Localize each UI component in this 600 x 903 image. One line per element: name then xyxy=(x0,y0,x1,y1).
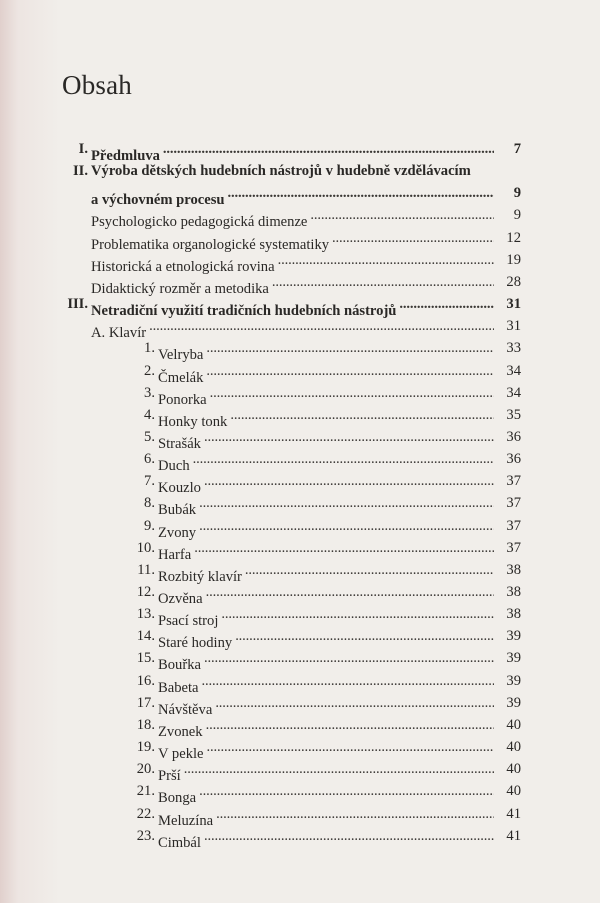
toc-entry-number: 20. xyxy=(136,761,155,778)
toc-entry-number: 17. xyxy=(136,694,155,711)
toc-entry-page: 39 xyxy=(506,650,521,667)
toc-entry-page: 40 xyxy=(506,761,521,778)
toc-entry xyxy=(0,404,600,430)
toc-entry-number: II. xyxy=(72,163,88,180)
toc-entry-number: I. xyxy=(78,141,88,157)
toc-entry-label: Historická a etnologická rovina xyxy=(91,258,275,275)
toc-entry-number: 10. xyxy=(136,539,155,556)
dot-leader xyxy=(206,337,494,359)
toc-entry-label: A. Klavír xyxy=(91,325,147,342)
toc-entry-number: 11. xyxy=(137,561,155,578)
toc-entry xyxy=(0,182,600,209)
toc-entry-page: 39 xyxy=(506,628,521,645)
dot-leader xyxy=(193,448,494,470)
toc-entry-page: 31 xyxy=(506,296,521,313)
toc-entry-number: 19. xyxy=(136,739,155,756)
toc-entry-label: Čmelák xyxy=(158,369,204,386)
toc-entry-label: Duch xyxy=(158,458,190,475)
toc-entry-number: 12. xyxy=(136,584,155,600)
toc-entry-page: 41 xyxy=(506,805,521,822)
toc-entry xyxy=(0,227,600,253)
dot-leader xyxy=(207,736,494,758)
dot-leader xyxy=(310,204,494,226)
toc-entry xyxy=(0,758,600,785)
toc-entry xyxy=(0,803,600,829)
toc-entry xyxy=(0,647,600,674)
toc-entry-number: 15. xyxy=(136,650,155,667)
dot-leader xyxy=(332,227,494,249)
toc-entry-page: 19 xyxy=(506,251,521,268)
toc-entry-number: 7. xyxy=(144,473,155,490)
toc-entry xyxy=(0,204,600,231)
dot-leader xyxy=(204,426,494,448)
dot-leader xyxy=(278,249,494,271)
toc-entry xyxy=(0,692,600,718)
dot-leader xyxy=(204,470,494,492)
toc-entry-number: 14. xyxy=(136,628,155,645)
toc-entry xyxy=(0,426,600,452)
toc-entry-number: 4. xyxy=(144,406,155,423)
toc-entry xyxy=(0,825,600,851)
dot-leader xyxy=(206,581,494,603)
dot-leader xyxy=(194,537,494,559)
toc-entry xyxy=(0,249,600,275)
toc-entry-page: 31 xyxy=(506,318,521,335)
toc-entry-page: 28 xyxy=(506,273,521,290)
toc-entry xyxy=(0,581,600,607)
dot-leader xyxy=(230,404,494,426)
toc-entry-page: 7 xyxy=(513,141,521,157)
dot-leader xyxy=(199,515,494,537)
toc-entry-label: Meluzína xyxy=(158,812,214,829)
toc-entry-number: 8. xyxy=(144,495,155,512)
toc-entry-page: 41 xyxy=(506,827,521,844)
toc-entry xyxy=(0,360,600,386)
toc-entry-label: Problematika organologické systematiky xyxy=(91,236,330,253)
toc-entry-number: 23. xyxy=(136,827,155,844)
dot-leader xyxy=(149,315,494,337)
toc-entry xyxy=(0,670,600,696)
toc-entry-label: Netradiční využití tradičních hudebních nástrojů xyxy=(91,303,397,320)
toc-entry-label: Staré hodiny xyxy=(158,635,233,652)
toc-entry-page: 39 xyxy=(506,694,521,711)
toc-entry-label: Psychologicko pedagogická dimenze xyxy=(91,214,308,231)
toc-entry-number: 1. xyxy=(144,340,155,357)
toc-entry-page: 36 xyxy=(506,451,521,468)
toc-entry-label: Ozvěna xyxy=(158,591,203,607)
toc-entry-label: Velryba xyxy=(158,347,204,364)
toc-entry-page: 9 xyxy=(513,207,521,224)
toc-entry-number: 13. xyxy=(136,606,155,623)
toc-entry xyxy=(0,160,600,182)
toc-entry xyxy=(0,736,600,763)
toc-entry xyxy=(0,780,600,807)
toc-entry-label: Ponorka xyxy=(158,391,207,408)
toc-entry-page: 34 xyxy=(506,362,521,379)
toc-entry-page: 40 xyxy=(506,739,521,756)
toc-entry-number: III. xyxy=(67,296,88,313)
toc-entry-label: Psací stroj xyxy=(158,613,219,630)
toc-entry-label: Zvonek xyxy=(158,723,203,740)
toc-entry xyxy=(0,625,600,652)
toc-entry xyxy=(0,714,600,740)
dot-leader xyxy=(228,182,494,204)
dot-leader xyxy=(199,780,494,802)
toc-entry-label: Bouřka xyxy=(158,657,201,674)
toc-entry xyxy=(0,492,600,519)
toc-entry-label: Harfa xyxy=(158,546,192,563)
toc-entry-page: 35 xyxy=(506,406,521,423)
toc-entry xyxy=(0,559,600,585)
toc-entry-page: 34 xyxy=(506,384,521,401)
toc-entry-number: 22. xyxy=(136,805,155,822)
toc-entry-number: 3. xyxy=(144,384,155,401)
toc-entry-label: Prší xyxy=(158,768,181,785)
toc-entry-page: 12 xyxy=(506,229,521,246)
toc-entry-number: 21. xyxy=(136,783,155,800)
toc-entry-label: Honky tonk xyxy=(158,413,228,430)
dot-leader xyxy=(216,803,494,825)
toc-entry-label: Předmluva xyxy=(91,148,160,164)
dot-leader xyxy=(399,293,494,315)
toc-entry xyxy=(0,382,600,408)
dot-leader xyxy=(245,559,494,581)
toc-entry-page: 33 xyxy=(506,340,521,357)
toc-entry xyxy=(0,603,600,630)
toc-entry-page: 40 xyxy=(506,783,521,800)
page-title: Obsah xyxy=(62,70,132,101)
toc-entry-label: Návštěva xyxy=(158,701,213,718)
toc-entry-number: 6. xyxy=(144,451,155,468)
toc-entry xyxy=(0,293,600,320)
toc-entry-label: Rozbitý klavír xyxy=(158,568,242,585)
toc-entry-page: 38 xyxy=(506,606,521,623)
toc-entry-label: V pekle xyxy=(158,746,204,763)
dot-leader xyxy=(235,625,494,647)
toc-entry-label: a výchovném procesu xyxy=(91,192,225,209)
toc-entry-page: 37 xyxy=(506,539,521,556)
toc-entry-page: 9 xyxy=(513,185,521,202)
dot-leader xyxy=(204,647,494,669)
toc-entry-label: Kouzlo xyxy=(158,480,201,497)
toc-entry-page: 38 xyxy=(506,584,521,600)
toc-entry-number: 16. xyxy=(136,672,155,689)
toc-entry-label: Bonga xyxy=(158,790,197,807)
toc-entry-label: Strašák xyxy=(158,435,201,452)
dot-leader xyxy=(184,758,494,780)
toc-entry-label: Babeta xyxy=(158,679,199,696)
toc-entry-page: 37 xyxy=(506,495,521,512)
dot-leader xyxy=(206,360,494,382)
toc-entry-page: 40 xyxy=(506,716,521,733)
dot-leader xyxy=(210,382,494,404)
toc-entry xyxy=(0,138,600,164)
toc-entry-number: 5. xyxy=(144,428,155,445)
dot-leader xyxy=(215,692,494,714)
dot-leader xyxy=(202,670,494,692)
toc-entry xyxy=(0,448,600,475)
toc-entry xyxy=(0,515,600,541)
dot-leader xyxy=(163,138,494,160)
toc-entry-page: 37 xyxy=(506,517,521,534)
toc-entry-label: Cimbál xyxy=(158,834,201,851)
dot-leader xyxy=(199,492,494,514)
toc-entry xyxy=(0,337,600,364)
toc-entry-page: 36 xyxy=(506,428,521,445)
toc-entry-number: 2. xyxy=(144,362,155,379)
toc-entry xyxy=(0,470,600,497)
toc-entry-label: Didaktický rozměr a metodika xyxy=(91,280,269,297)
dot-leader xyxy=(204,825,494,847)
dot-leader xyxy=(272,271,494,293)
toc-entry xyxy=(0,271,600,297)
toc-entry-page: 38 xyxy=(506,561,521,578)
toc-entry-label: Výroba dětských hudebních nástrojů v hudebně vzdělávacím xyxy=(91,163,471,180)
toc-entry-label: Bubák xyxy=(158,502,197,519)
toc-entry-number: 9. xyxy=(144,517,155,534)
toc-entry xyxy=(0,537,600,563)
toc-entry-page: 37 xyxy=(506,473,521,490)
toc-entry-label: Zvony xyxy=(158,524,197,541)
dot-leader xyxy=(206,714,494,736)
toc-entry xyxy=(0,315,600,342)
toc-entry-page: 39 xyxy=(506,672,521,689)
dot-leader xyxy=(221,603,494,625)
toc-entry-number: 18. xyxy=(136,716,155,733)
